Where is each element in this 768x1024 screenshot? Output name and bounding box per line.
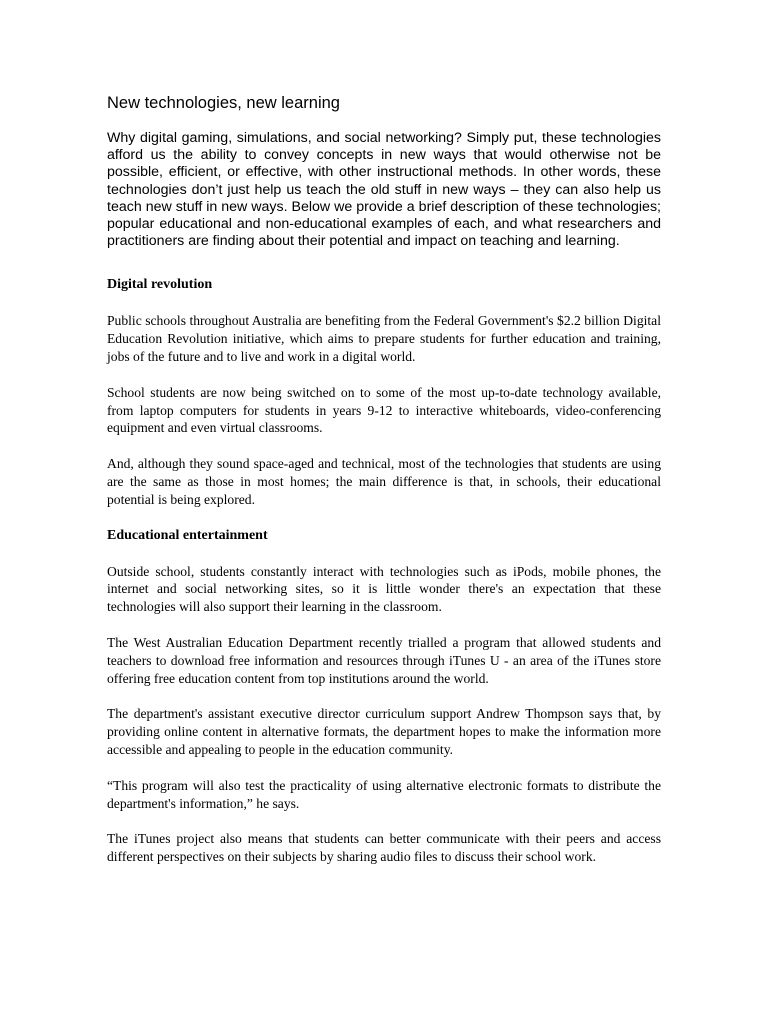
intro-paragraph: Why digital gaming, simulations, and social networking? Simply put, these technologies afford us the ability to convey concepts in new ways that would otherwise not be possible, efficient, or effective, with other instructional methods. In other words, these technologies don’t just help us teach the old stuff in new ways – they can also help us teach new stuff in new ways. Below we provide a brief description of these technologies; popular educational and non-educational examples of each, and what researchers and practitioners are finding about their potential and impact on teaching and learning. [107,130,661,250]
section-heading: Digital revolution [107,277,213,293]
paragraph: “This program will also test the practicality of using alternative electronic formats to distribute the department's information,” he says. [107,777,661,811]
document-body [107,92,661,884]
paragraph: The iTunes project also means that students can better communicate with their peers and access different perspectives on their subjects by sharing audio files to discuss their school work. [107,831,661,865]
paragraph: Public schools throughout Australia are benefiting from the Federal Government's $2.2 billion Digital Education Revolution initiative, which aims to prepare students for further education and training, jobs of the future and to live and work in a digital world. [107,313,661,365]
section-heading: Educational entertainment [107,527,268,543]
paragraph: The West Australian Education Department recently trialled a program that allowed students and teachers to download free information and resources through iTunes U - an area of the iTunes store offering free education content from top institutions around the world. [107,634,661,686]
section-educational-entertainment [107,527,661,866]
page-title: New technologies, new learning [107,94,340,112]
paragraph: School students are now being switched on to some of the most up-to-date technology available, from laptop computers for students in years 9-12 to interactive whiteboards, video-conferencing equipment and even virtual classrooms. [107,384,661,436]
paragraph: Outside school, students constantly interact with technologies such as iPods, mobile phones, the internet and social networking sites, so it is little wonder there's an expectation that these technologies will also support their learning in the classroom. [107,563,661,615]
paragraph: And, although they sound space-aged and technical, most of the technologies that students are using are the same as those in most homes; the main difference is that, in schools, their educational potential is being explored. [107,456,661,507]
paragraph: The department's assistant executive director curriculum support Andrew Thompson says that, by providing online content in alternative formats, the department hopes to make the information more accessible and appealing to people in the education community. [107,706,661,757]
section-digital-revolution [107,276,661,508]
